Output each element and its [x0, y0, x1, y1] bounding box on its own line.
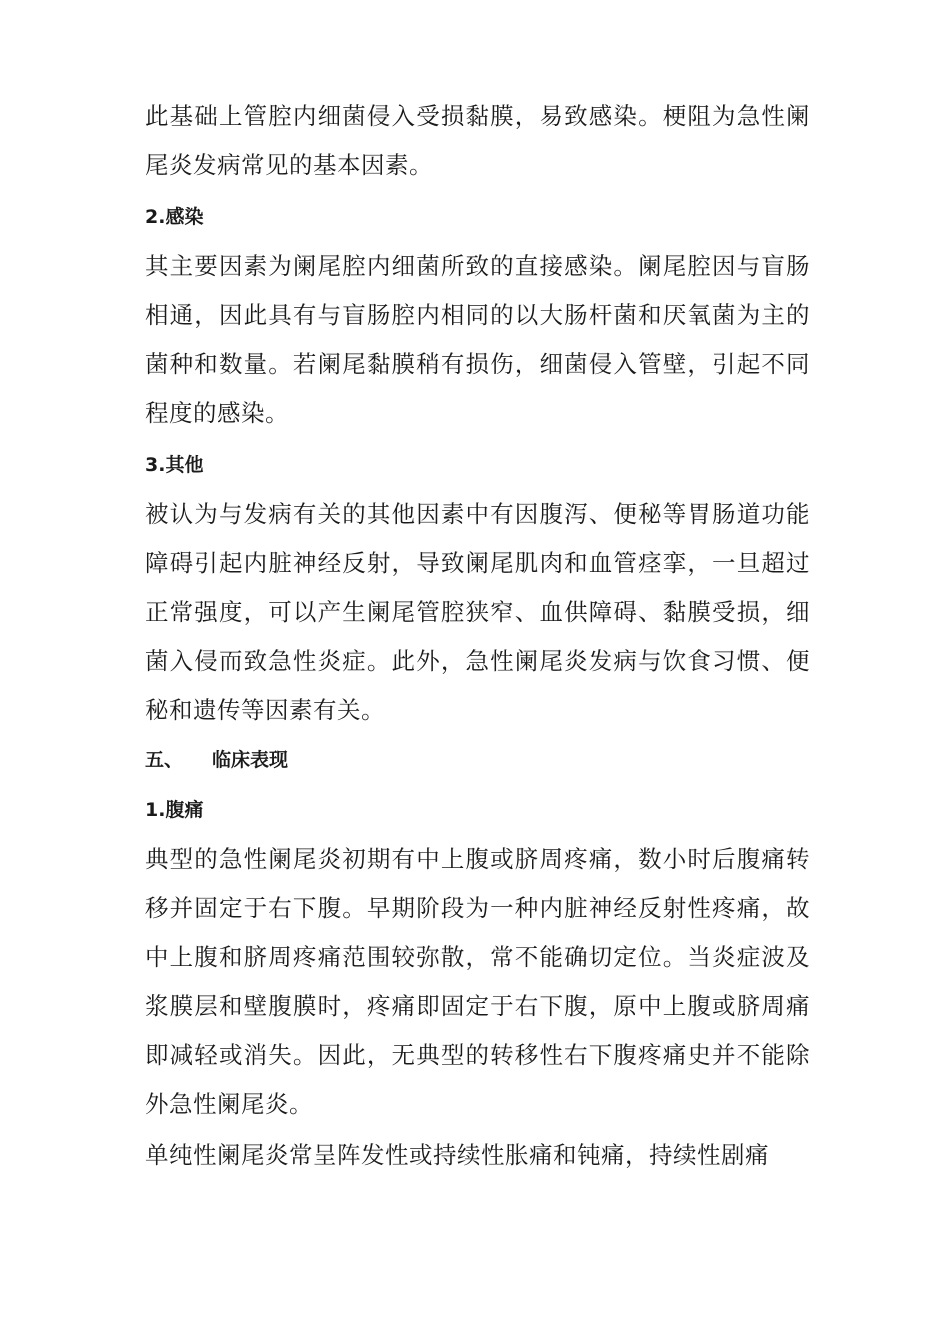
section-number: 五、	[145, 749, 184, 771]
paragraph-obstruction-cause: 此基础上管腔内细菌侵入受损黏膜，易致感染。梗阻为急性阑尾炎发病常见的基本因素。	[145, 102, 810, 179]
paragraph-other-factors: 被认为与发病有关的其他因素中有因腹泻、便秘等胃肠道功能障碍引起内脏神经反射，导致阑尾肌肉和血管痉挛，一旦超过正常强度，可以产生阑尾管腔狭窄、血供障碍、黏膜受损，细菌入侵而致急性炎症。此外，急性阑尾炎发病与饮食习惯、便秘和遗传等因素有关。	[145, 500, 810, 724]
heading-other-factors: 3.其他	[145, 454, 204, 476]
paragraph-simple-appendicitis: 单纯性阑尾炎常呈阵发性或持续性胀痛和钝痛，持续性剧痛	[145, 1141, 769, 1169]
paragraph-infection: 其主要因素为阑尾腔内细菌所致的直接感染。阑尾腔因与盲肠相通，因此具有与盲肠腔内相同的以大肠杆菌和厌氧菌为主的菌种和数量。若阑尾黏膜稍有损伤，细菌侵入管壁，引起不同程度的感染。	[145, 252, 810, 427]
heading-infection: 2.感染	[145, 206, 204, 228]
section-title-clinical	[145, 735, 810, 785]
document-body	[145, 92, 810, 1180]
section-title-text: 临床表现	[212, 749, 289, 771]
paragraph-abdominal-pain: 典型的急性阑尾炎初期有中上腹或脐周疼痛，数小时后腹痛转移并固定于右下腹。早期阶段为一种内脏神经反射性疼痛，故中上腹和脐周疼痛范围较弥散，常不能确切定位。当炎症波及浆膜层和壁腹膜时，疼痛即固定于右下腹，原中上腹或脐周痛即减轻或消失。因此，无典型的转移性右下腹疼痛史并不能除外急性阑尾炎。	[145, 845, 810, 1118]
heading-abdominal-pain: 1.腹痛	[145, 799, 204, 821]
